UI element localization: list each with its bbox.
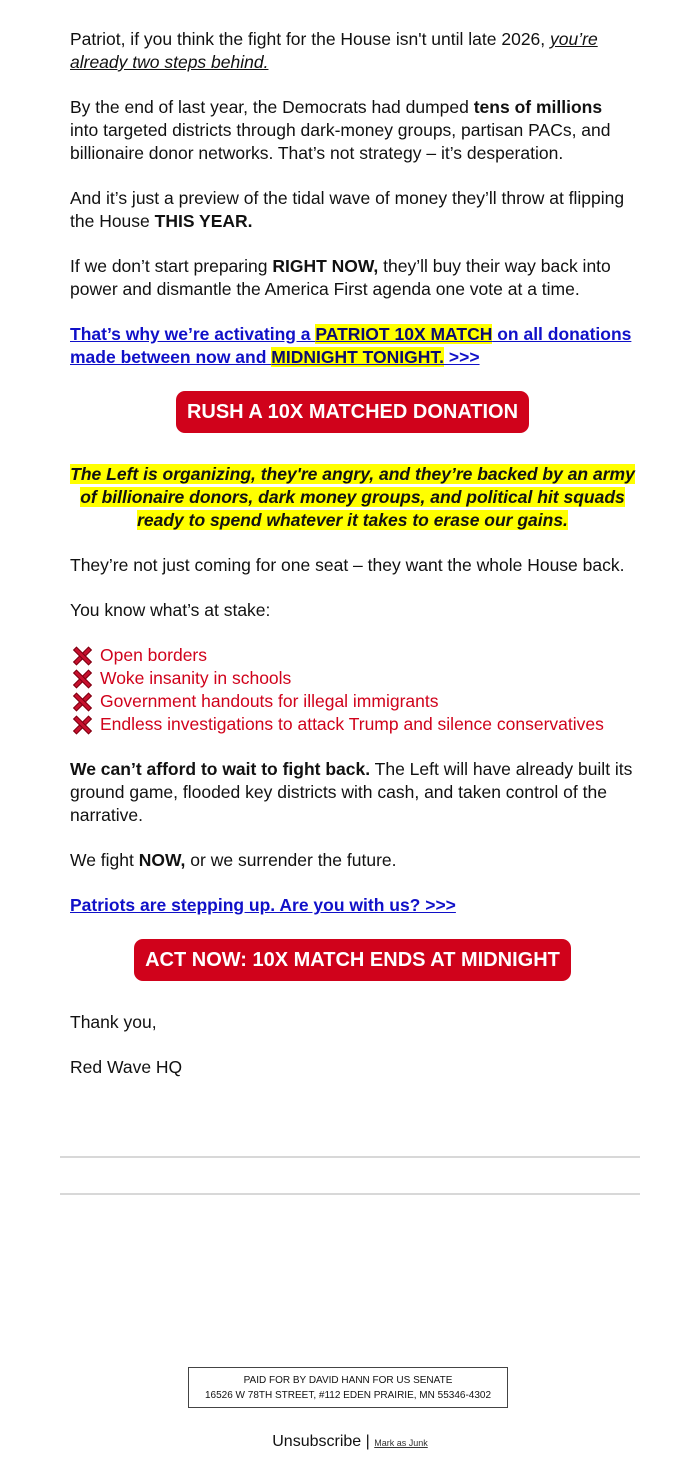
paragraph xyxy=(70,96,635,165)
paragraph: You know what’s at stake: xyxy=(70,600,271,620)
text: By the end of last year, the Democrats had dumped xyxy=(70,97,474,117)
intro-paragraph xyxy=(70,28,635,74)
stakes-list xyxy=(70,644,635,736)
list-item xyxy=(70,690,635,713)
list-item-text: Woke insanity in schools xyxy=(100,668,292,688)
paragraph: They’re not just coming for one seat – they want the whole House back. xyxy=(70,555,625,575)
cross-mark-icon xyxy=(72,646,92,666)
highlight: PATRIOT 10X MATCH xyxy=(315,324,493,344)
text: they’ll buy their way back into power and dismantle the America First agenda one vote at a time. xyxy=(70,256,611,299)
address-text: 16526 W 78TH STREET, #112 EDEN PRAIRIE, MN 55346-4302 xyxy=(204,1390,492,1401)
patriots-link[interactable]: Patriots are stepping up. Are you with us? >>> xyxy=(70,895,456,915)
text: That’s why we’re activating a xyxy=(70,324,316,344)
email-body xyxy=(70,28,635,1101)
bold-text: We can’t afford to wait to fight back. xyxy=(70,759,371,779)
act-now-button[interactable]: ACT NOW: 10X MATCH ENDS AT MIDNIGHT xyxy=(134,939,571,981)
cross-mark-icon xyxy=(72,692,92,712)
bold-text: THIS YEAR. xyxy=(154,211,253,231)
text: And it’s just a preview of the tidal wave of money they’ll throw at flipping the House xyxy=(70,188,625,231)
text: on all donations made between now and xyxy=(70,324,632,367)
paragraph xyxy=(70,187,635,233)
text: >>> xyxy=(444,347,480,367)
divider xyxy=(60,1156,640,1158)
paragraph xyxy=(70,849,635,872)
signature: Red Wave HQ xyxy=(70,1057,183,1077)
emphasis: you’re already two steps behind. xyxy=(70,29,598,72)
text: The Left will have already built its ground game, flooded key districts with cash, and taken control of the narrative. xyxy=(70,759,633,825)
paid-for-text: PAID FOR BY DAVID HANN FOR US SENATE xyxy=(243,1375,453,1386)
rush-donation-button[interactable]: RUSH A 10X MATCHED DONATION xyxy=(176,391,529,433)
paid-for-disclaimer xyxy=(188,1367,508,1408)
cross-mark-icon xyxy=(72,669,92,689)
mark-as-junk-link[interactable]: Mark as Junk xyxy=(374,1438,428,1448)
bold-text: tens of millions xyxy=(473,97,603,117)
paragraph xyxy=(70,894,635,917)
list-item-text: Endless investigations to attack Trump and silence conservatives xyxy=(100,714,604,734)
text: or we surrender the future. xyxy=(185,850,397,870)
separator: | xyxy=(365,1433,370,1450)
closing: Thank you, xyxy=(70,1012,157,1032)
footer-links xyxy=(0,1430,700,1455)
paragraph xyxy=(70,255,635,301)
highlight: MIDNIGHT TONIGHT. xyxy=(271,347,445,367)
paragraph xyxy=(70,758,635,827)
list-item-text: Government handouts for illegal immigrants xyxy=(100,691,439,711)
text: If we don’t start preparing xyxy=(70,256,273,276)
unsubscribe-link[interactable]: Unsubscribe xyxy=(272,1433,362,1450)
list-item xyxy=(70,644,635,667)
match-link[interactable] xyxy=(70,324,631,367)
bold-text: NOW, xyxy=(138,850,186,870)
bold-text: RIGHT NOW, xyxy=(272,256,379,276)
callout-text: The Left is organizing, they're angry, and they’re backed by an army of billionaire donors, dark money groups, and political hit squads ready to spend whatever it takes to erase our gains. xyxy=(70,464,635,530)
list-item xyxy=(70,667,635,690)
text: We fight xyxy=(70,850,139,870)
list-item xyxy=(70,713,635,736)
paragraph xyxy=(70,323,635,369)
divider xyxy=(60,1193,640,1195)
text: Patriot, if you think the fight for the House isn't until late 2026, xyxy=(70,29,551,49)
list-item-text: Open borders xyxy=(100,645,208,665)
text: into targeted districts through dark-money groups, partisan PACs, and billionaire donor networks. That’s not strategy – it’s desperation. xyxy=(70,120,611,163)
cross-mark-icon xyxy=(72,715,92,735)
callout xyxy=(64,463,641,532)
